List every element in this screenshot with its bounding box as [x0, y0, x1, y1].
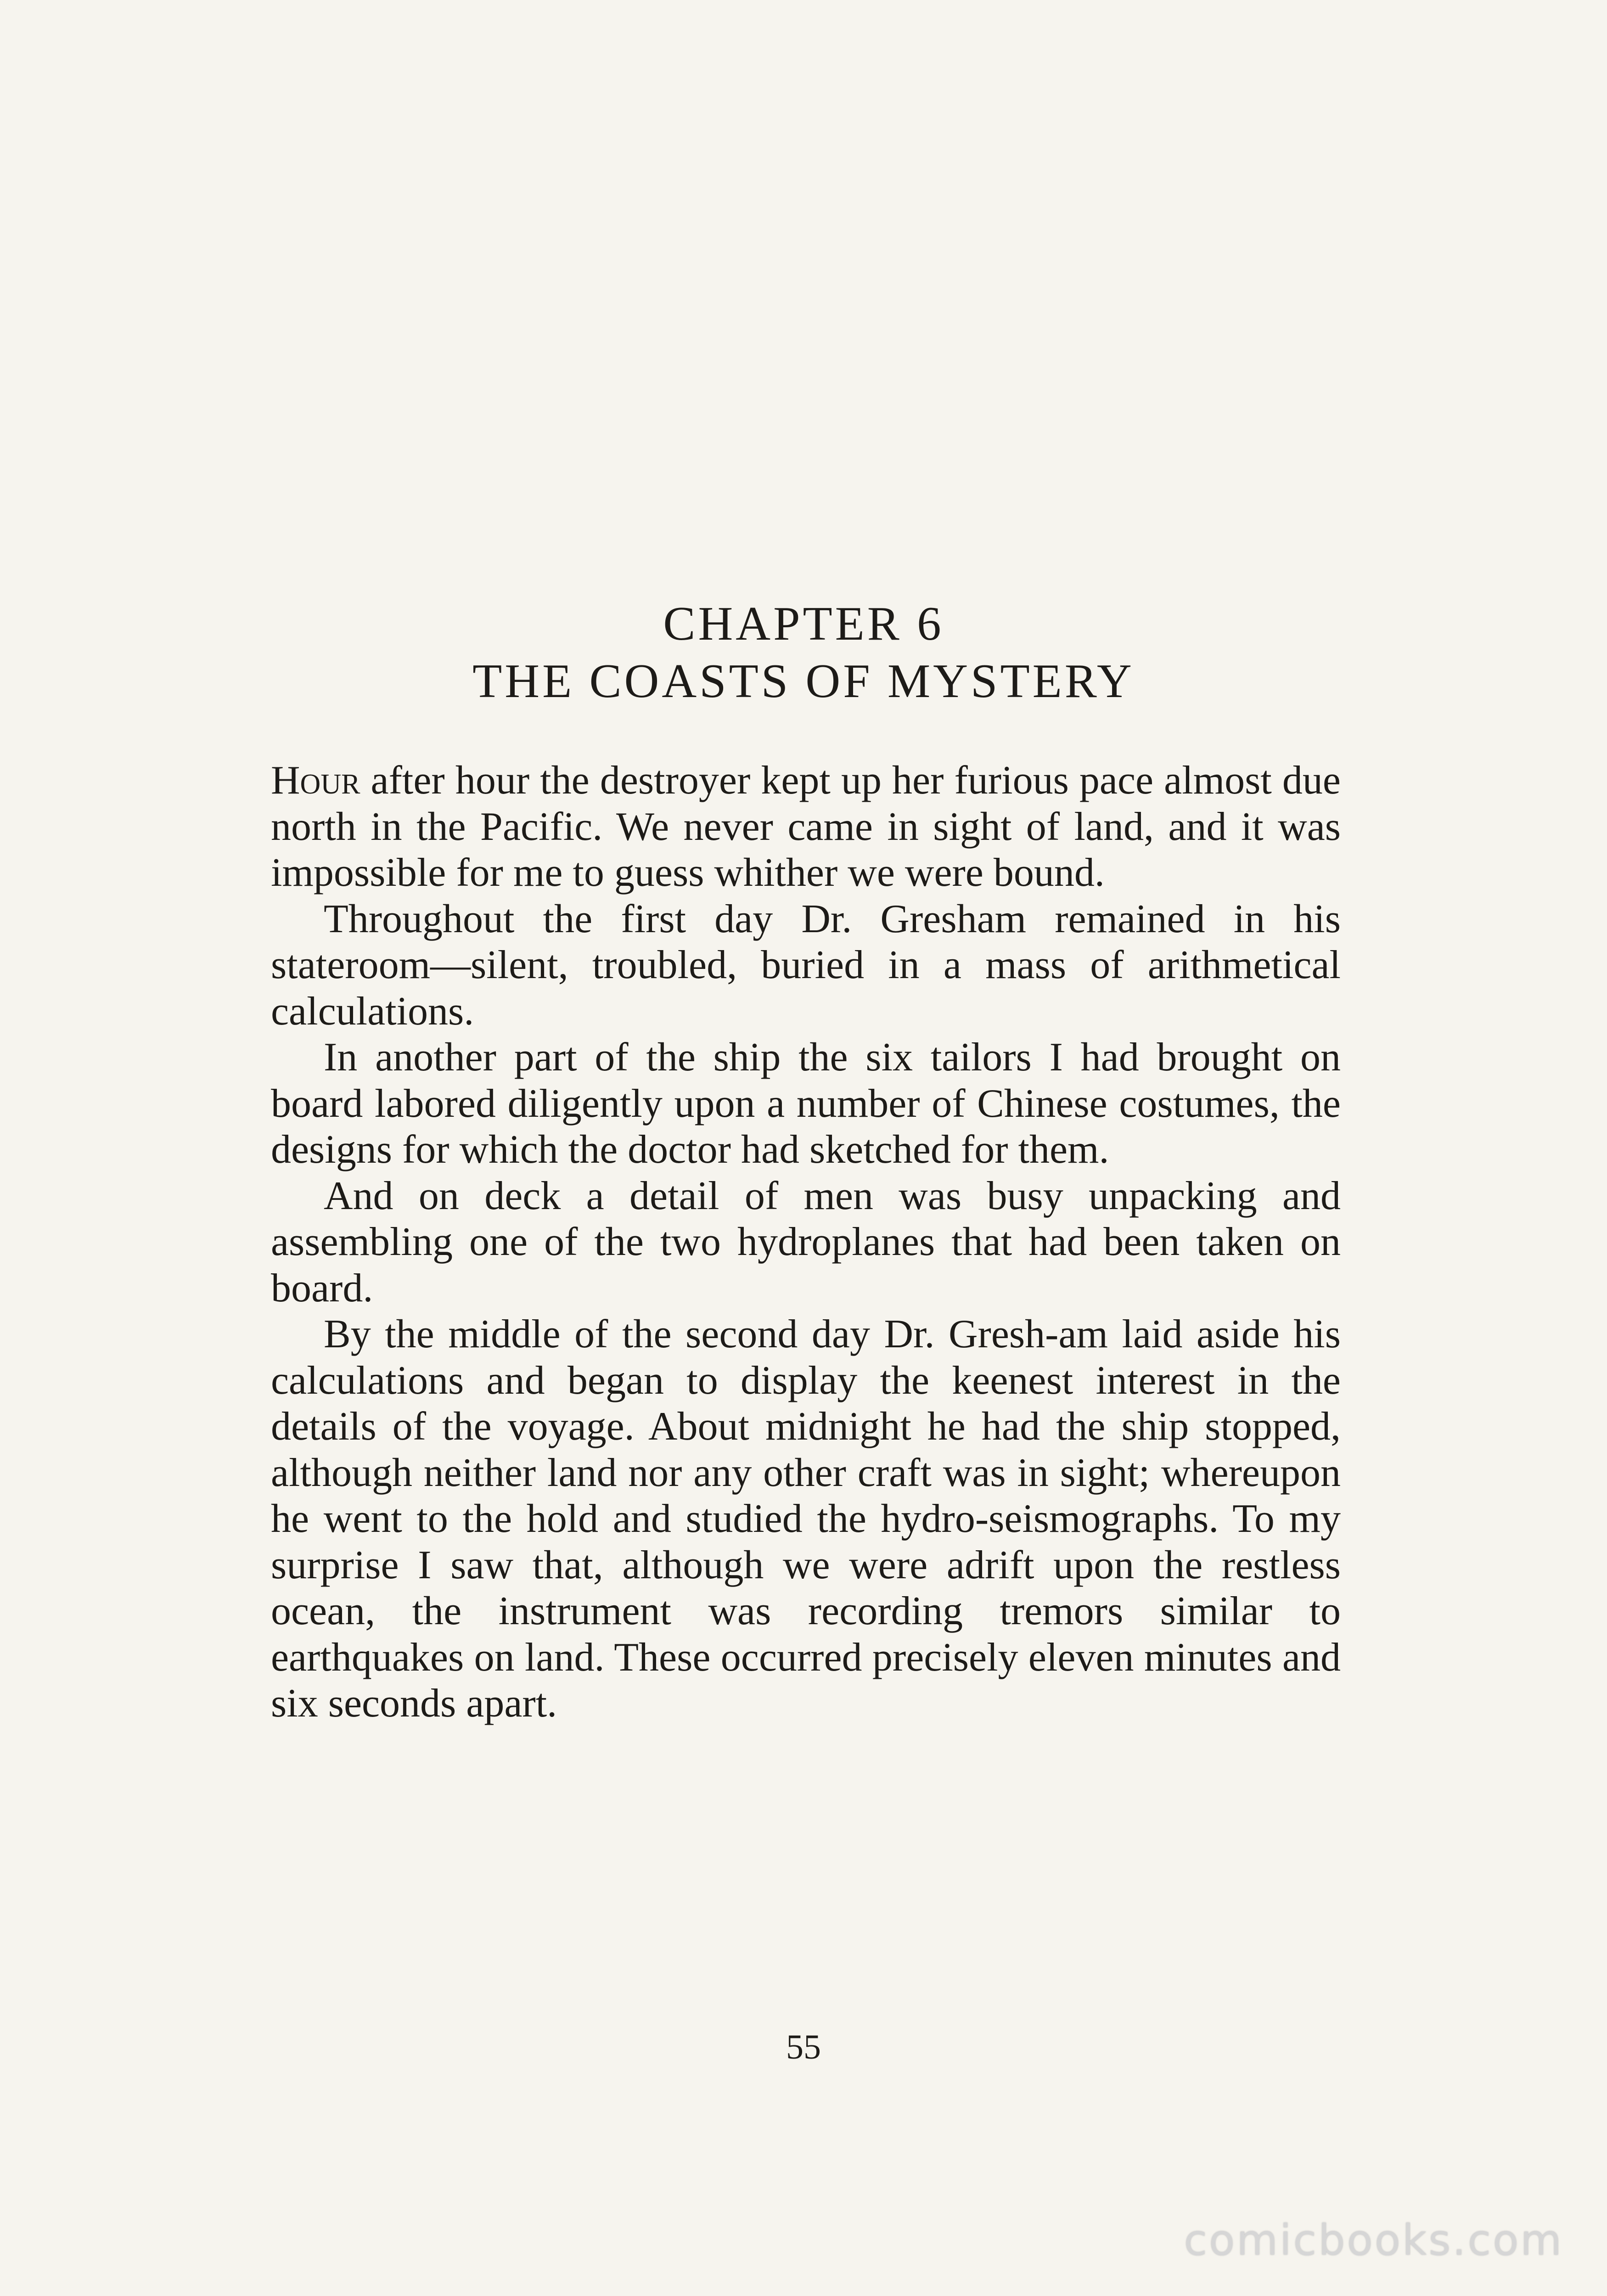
paragraph-2: Throughout the first day Dr. Gresham remained in his stateroom—silent, troubled, buried in a mass of arithmetical calculations. [271, 896, 1341, 1034]
paragraph-5: By the middle of the second day Dr. Gresh-am laid aside his calculations and began to display the keenest interest in the details of the voyage. About midnight he had the ship stopped, although neither land nor any other craft was in sight; whereupon he went to the hold and studied the hydro-seismographs. To my surprise I saw that, although we were adrift upon the restless ocean, the instrument was recording tremors similar to earthquakes on land. These occurred precisely eleven minutes and six seconds apart. [271, 1312, 1341, 1726]
chapter-title: THE COASTS OF MYSTERY [472, 654, 1135, 708]
watermark: comicbooks.com [1184, 2216, 1563, 2265]
chapter-number: CHAPTER 6 [663, 597, 944, 650]
paragraph-1-text: after hour the destroyer kept up her furious pace almost due north in the Pacific. We never came in sight of land, and it was impossible for me to guess whither we were bound. [271, 758, 1341, 895]
paragraph-3: In another part of the ship the six tailors I had brought on board labored diligently upon a number of Chinese costumes, the designs for which the doctor had sketched for them. [271, 1035, 1341, 1172]
opening-word: Hour [271, 758, 360, 803]
page-number: 55 [786, 2028, 821, 2066]
paragraph-4: And on deck a detail of men was busy unpacking and assembling one of the two hydroplanes that had been taken on board. [271, 1173, 1341, 1311]
paragraph-1 [271, 758, 1341, 896]
chapter-body [271, 758, 1341, 1727]
